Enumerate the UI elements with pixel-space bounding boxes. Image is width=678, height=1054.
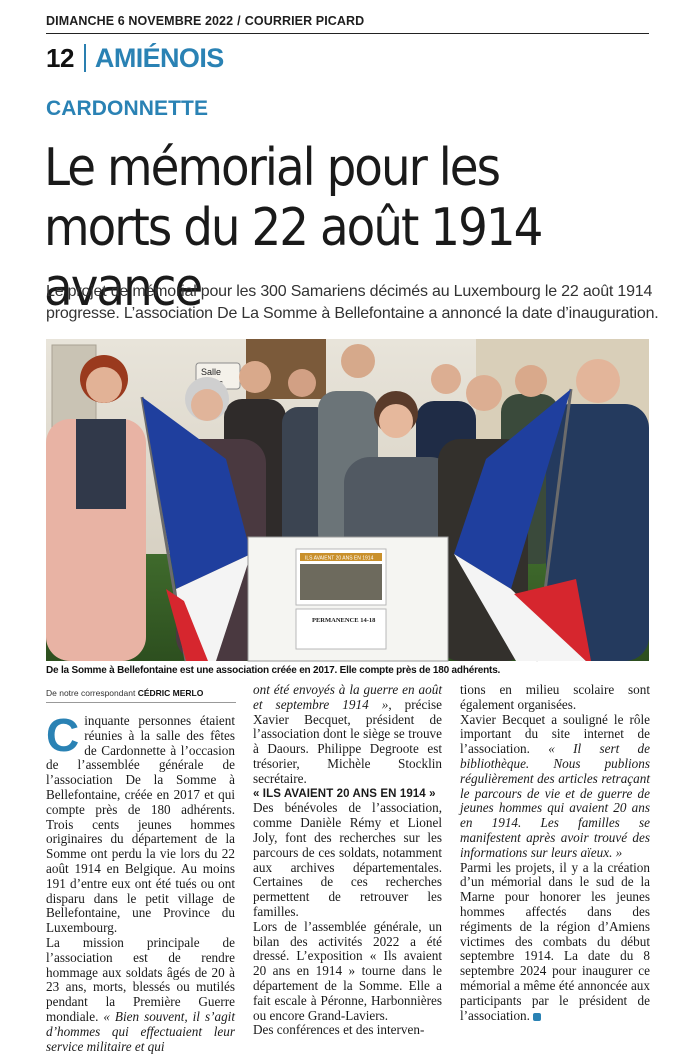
byline-rule <box>46 702 236 703</box>
group-photo-illustration <box>46 339 649 661</box>
poster-title: ILS AVAIENT 20 ANS EN 1914 <box>305 555 374 562</box>
article-paragraph: tions en milieu scolaire sont également organisées. <box>460 682 650 712</box>
article-paragraph: Lors de l’assemblée générale, un bilan des activités 2022 a été dressé. L’exposition « Ils avaient 20 ans en 1914 » tourne dans le département de la Somme. Elle a fait escale à Péronne, Harbonnières ou encore Grand-Laviers. <box>253 918 442 1023</box>
drop-cap: C <box>46 709 80 761</box>
byline-author: CÉDRIC MERLO <box>137 688 204 698</box>
article-column-2 <box>253 683 442 1038</box>
page-number: 12 <box>46 42 74 73</box>
article-paragraph: La mission principale de l’association est de rendre hommage aux soldats âgés de 20 à 23 ans, morts, blessés ou mutilés pendant la Première Guerre mondiale. <box>46 934 235 1024</box>
article-column-3 <box>460 683 650 1023</box>
byline <box>46 688 203 698</box>
article-quote: ont été envoyés à la guerre en août et septembre 1914 » <box>253 682 442 712</box>
article-subhead: « ILS AVAIENT 20 ANS EN 1914 » <box>253 787 436 800</box>
article-paragraph: Des conférences et des interven- <box>253 1022 425 1038</box>
masthead-separator: / <box>237 14 241 28</box>
section-divider <box>84 44 86 72</box>
newspaper-name: COURRIER PICARD <box>244 14 365 28</box>
article-kicker: CARDONNETTE <box>46 97 209 120</box>
article-paragraph: Des bénévoles de l’association, comme Danièle Rémy et Lionel Joly, font des recherches sur les parcours de ces soldats, notamment aux archives départementales. Certaines de ces recherches permettent de retrouver les familles. <box>253 800 442 919</box>
article-paragraph: Xavier Becquet a souligné le rôle important du site internet de l’association. <box>460 711 650 757</box>
article-paragraph: Parmi les projets, il y a la création d’un mémorial dans le sud de la Marne pour honorer les jeunes hommes affectés dans des régiments de la région d’Amiens victimes des combats du début septembre 1914. La date du 8 septembre 2024 pour inaugurer ce mémorial a même été annoncée aux participants par le président de l’association. <box>460 859 650 1023</box>
article-quote: « Bien souvent, il s’agit d’hommes qui effectuaient leur service militaire et qui <box>46 1008 235 1054</box>
section-bar <box>46 40 224 76</box>
section-name: AMIÉNOIS <box>94 42 224 73</box>
article-lede: Le projet de mémorial pour les 300 Samariens décimés au Luxembourg le 22 août 1914 progresse. L’association De La Somme à Bellefontaine a annoncé la date d’inauguration. <box>46 283 659 322</box>
masthead <box>46 14 649 34</box>
article-quote: « Il sert de bibliothèque. Nous publions régulièrement des articles retraçant le parcours de vie et de guerre de jeunes hommes qui avaient 20 ans en 1914. Les familles se manifestent après avoir trouvé des informations sur leurs aïeux. » <box>460 741 650 860</box>
article-photo <box>46 339 649 661</box>
photo-caption: De la Somme à Bellefontaine est une association créée en 2017. Elle compte près de 180 adhérents. <box>46 665 501 676</box>
end-of-article-icon <box>533 1013 541 1021</box>
hall-sign-text-1: Salle <box>201 367 222 377</box>
article-headline: Le mémorial pour les morts du 22 août 1914 avance <box>44 138 542 318</box>
article-column-1 <box>46 709 235 1054</box>
issue-date: DIMANCHE 6 NOVEMBRE 2022 <box>46 14 234 28</box>
exhibition-poster <box>248 537 448 661</box>
poster-heading: PERMANENCE 14-18 <box>312 617 376 624</box>
article-paragraph: inquante personnes étaient réunies à la salle des fêtes de Cardonnette à l’occasion de l’assemblée générale de l’association De la Somme à Bellefontaine, créée en 2017 et qui compte près de 180 adhérents. Trois cents jeunes hommes originaires du département de la Somme ont perdu la vie lors du 22 août 1914 en Belgique. Au moins 191 d’entre eux ont été tués ou ont disparu dans le petit village de Bellefontaine, une Province du Luxembourg. <box>46 713 235 936</box>
byline-prefix: De notre correspondant <box>46 688 136 698</box>
article-paragraph: , précise Xavier Becquet, président de l’association dont le siège se trouve à Daours. Philippe Degroote est trésorier, Michèle Stocklin secrétaire. <box>253 696 442 786</box>
